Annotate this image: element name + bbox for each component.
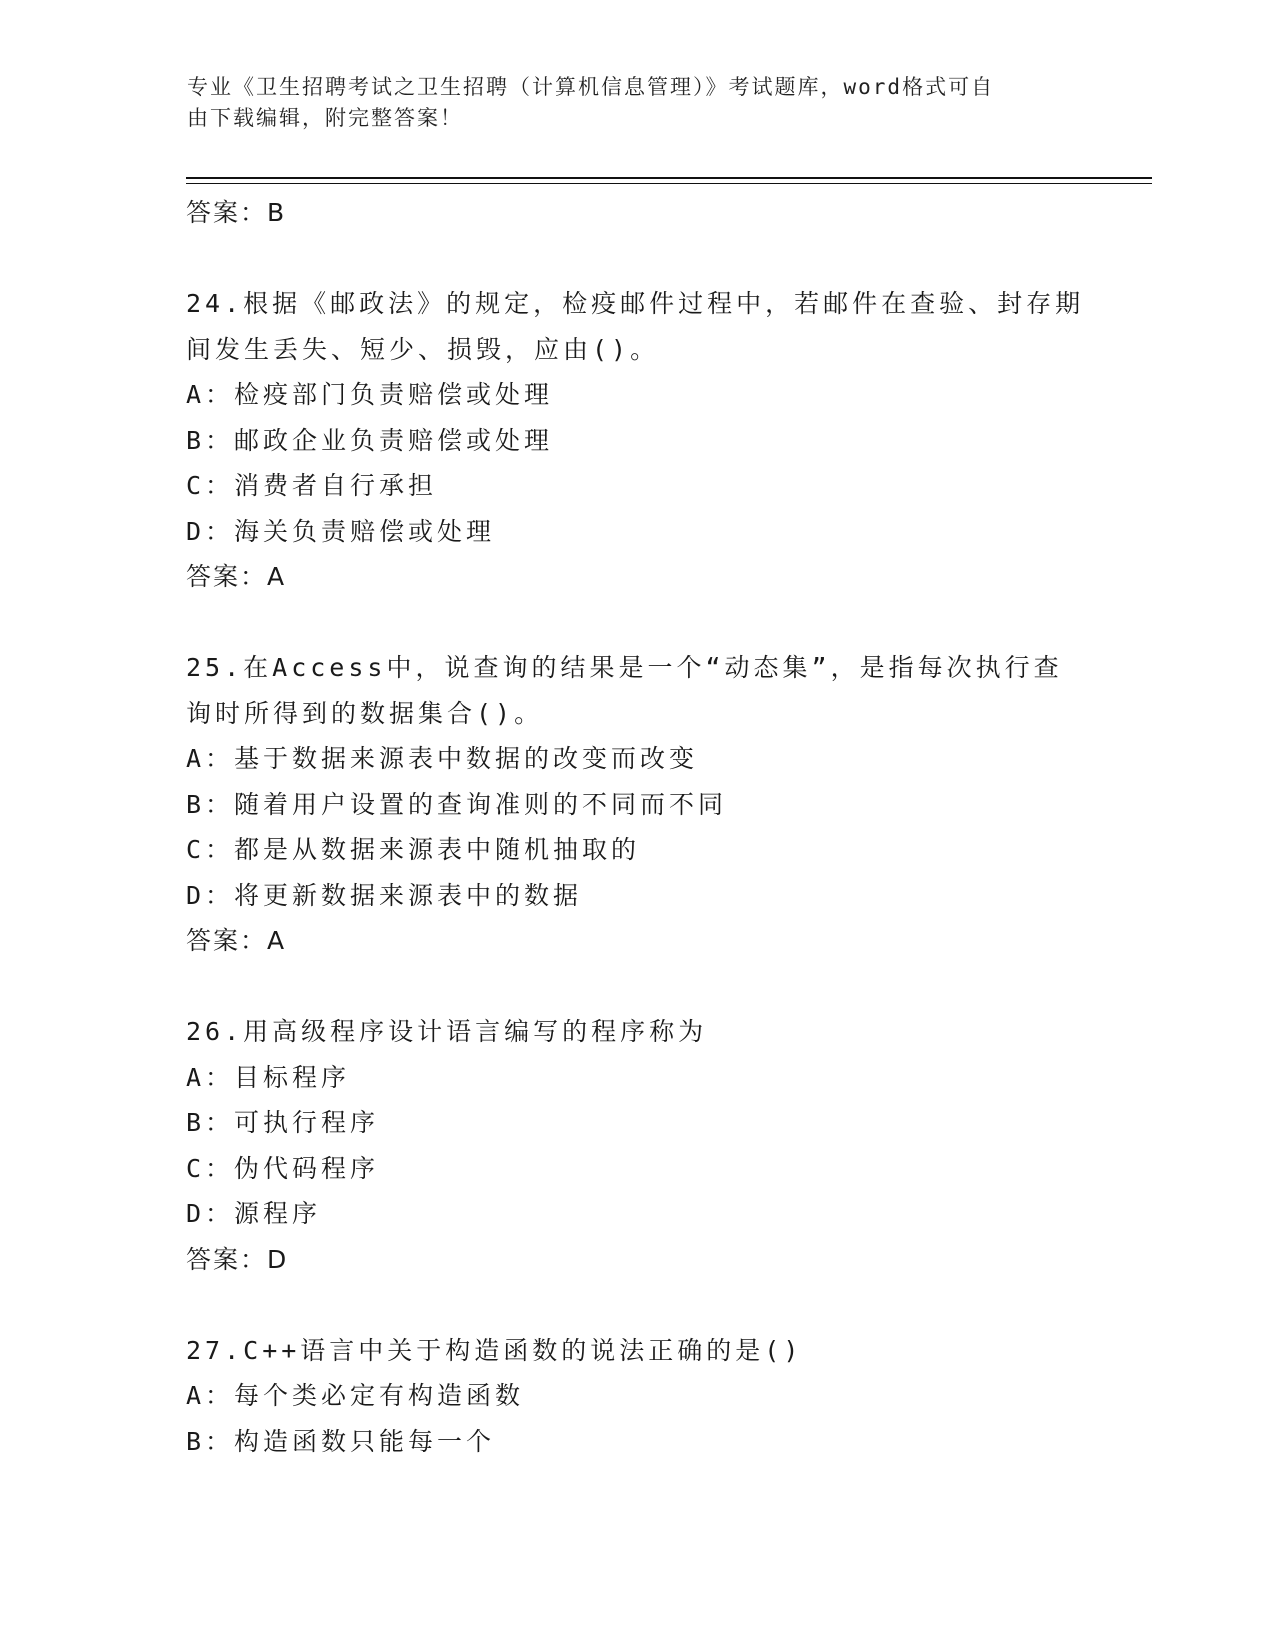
spacer bbox=[186, 1282, 1086, 1328]
option-d: D：海关负责赔偿或处理 bbox=[186, 516, 496, 546]
question-stem: 26.用高级程序设计语言编写的程序称为 bbox=[186, 1017, 708, 1046]
option-b: B：可执行程序 bbox=[186, 1108, 380, 1137]
header-line-1: 专业《卫生招聘考试之卫生招聘（计算机信息管理）》考试题库，word格式可自 bbox=[187, 75, 995, 99]
question-stem: 询时所得到的数据集合()。 bbox=[186, 698, 544, 728]
header-line-2: 由下载编辑，附完整答案！ bbox=[187, 106, 463, 130]
question-stem: 27.C++语言中关于构造函数的说法正确的是() bbox=[186, 1335, 803, 1365]
option-c: C：伪代码程序 bbox=[186, 1153, 380, 1183]
option-d: D：将更新数据来源表中的数据 bbox=[186, 880, 583, 910]
option-b: B：随着用户设置的查询准则的不同而不同 bbox=[186, 789, 728, 819]
question-list bbox=[186, 190, 1086, 1464]
question-block bbox=[186, 1009, 1086, 1282]
option-c: C：消费者自行承担 bbox=[186, 471, 438, 500]
question-block bbox=[186, 1328, 1086, 1465]
question-block bbox=[186, 281, 1086, 600]
option-a: A：基于数据来源表中数据的改变而改变 bbox=[186, 744, 699, 773]
option-a: A：目标程序 bbox=[186, 1062, 351, 1092]
option-c: C：都是从数据来源表中随机抽取的 bbox=[186, 835, 641, 864]
spacer bbox=[186, 964, 1086, 1010]
answer-line: 答案：A bbox=[186, 926, 287, 955]
question-block bbox=[186, 645, 1086, 964]
option-b: B：构造函数只能每一个 bbox=[186, 1426, 496, 1456]
option-d: D：源程序 bbox=[186, 1199, 322, 1228]
document-header bbox=[187, 72, 1067, 134]
question-stem: 25.在Access中，说查询的结果是一个“动态集”，是指每次执行查 bbox=[186, 653, 1063, 682]
option-a: A：检疫部门负责赔偿或处理 bbox=[186, 380, 554, 409]
option-b: B：邮政企业负责赔偿或处理 bbox=[186, 425, 554, 455]
spacer bbox=[186, 600, 1086, 646]
question-stem: 24.根据《邮政法》的规定，检疫邮件过程中，若邮件在查验、封存期 bbox=[186, 289, 1085, 318]
spacer bbox=[186, 236, 1086, 282]
answer-line: 答案：D bbox=[186, 1244, 289, 1274]
header-divider-thin bbox=[186, 183, 1152, 184]
header-divider-thick bbox=[186, 177, 1152, 179]
option-a: A：每个类必定有构造函数 bbox=[186, 1381, 525, 1410]
answer-line: 答案：B bbox=[186, 198, 287, 227]
question-stem: 间发生丢失、短少、损毁，应由()。 bbox=[186, 334, 660, 364]
answer-line: 答案：A bbox=[186, 562, 287, 591]
